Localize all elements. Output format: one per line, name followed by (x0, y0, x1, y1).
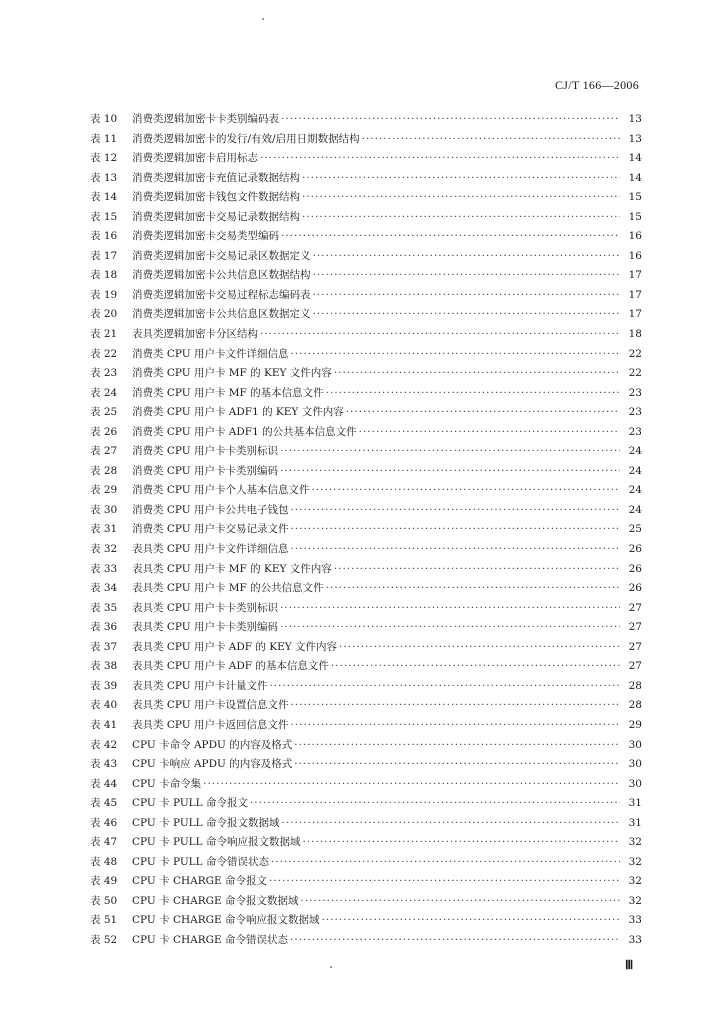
scan-speck (330, 966, 332, 968)
table-title: 消费类 CPU 用户卡文件详细信息 (132, 347, 289, 360)
dot-leader (280, 462, 620, 482)
toc-entry (90, 599, 642, 619)
page-ref: 27 (628, 640, 642, 653)
dot-leader (280, 442, 620, 462)
table-number: 表 34 (90, 582, 118, 595)
page-ref: 30 (628, 758, 642, 771)
page-ref: 15 (628, 210, 642, 223)
dot-leader (269, 677, 620, 697)
table-title: 消费类 CPU 用户卡 MF 的 KEY 文件内容 (132, 367, 332, 380)
table-number: 表 18 (90, 269, 118, 282)
page-ref: 28 (628, 679, 642, 692)
dot-leader (290, 696, 620, 716)
table-number: 表 10 (90, 113, 118, 125)
table-title: 消费类逻辑加密卡交易记录数据结构 (132, 210, 300, 223)
table-number: 表 20 (90, 308, 118, 321)
page-ref: 24 (628, 464, 642, 477)
table-title: 消费类 CPU 用户卡个人基本信息文件 (132, 484, 310, 497)
table-number: 表 27 (90, 445, 118, 458)
table-title: 表具类 CPU 用户卡计量文件 (132, 679, 268, 692)
page-ref: 28 (628, 699, 642, 712)
table-number: 表 49 (90, 875, 118, 888)
page-ref: 30 (628, 777, 642, 790)
page-ref: 24 (628, 445, 642, 458)
table-title: 消费类逻辑加密卡交易类型编码 (132, 230, 279, 243)
table-number: 表 23 (90, 367, 118, 380)
table-title: 表具类 CPU 用户卡文件详细信息 (132, 543, 289, 556)
table-number: 表 17 (90, 249, 118, 262)
table-number: 表 11 (90, 132, 118, 145)
table-title: 消费类逻辑加密卡交易过程标志编码表 (132, 288, 311, 301)
toc-entry (90, 149, 642, 169)
table-title: CPU 卡命令集 (132, 777, 202, 790)
dot-leader (269, 872, 620, 892)
dot-leader (260, 325, 620, 345)
page-ref: 27 (628, 621, 642, 634)
table-number: 表 25 (90, 406, 118, 419)
page-ref: 27 (628, 660, 642, 673)
toc-entry (90, 716, 642, 736)
table-title: 表具类 CPU 用户卡 MF 的公共信息文件 (132, 582, 324, 595)
table-title: CPU 卡 CHARGE 命令报文数据域 (132, 894, 299, 907)
table-number: 表 15 (90, 210, 118, 223)
standard-code: CJ/T 166—2006 (554, 78, 639, 92)
toc-entry (90, 188, 642, 208)
toc-entry (90, 755, 642, 775)
table-title: 消费类逻辑加密卡交易记录区数据定义 (132, 249, 311, 262)
table-title: CPU 卡 PULL 命令报文 (132, 797, 248, 810)
page-ref: 17 (628, 288, 642, 301)
page-ref: 13 (628, 113, 642, 125)
table-title: 消费类逻辑加密卡卡类别编码表 (132, 113, 279, 125)
page-ref: 17 (628, 269, 642, 282)
page-ref: 31 (628, 797, 642, 810)
dot-leader (281, 814, 620, 834)
table-title: 消费类逻辑加密卡公共信息区数据结构 (132, 269, 311, 282)
toc-entry (90, 579, 642, 599)
toc-entry (90, 325, 642, 345)
table-number: 表 32 (90, 543, 118, 556)
table-title: 消费类 CPU 用户卡交易记录文件 (132, 523, 289, 536)
toc-entry (90, 247, 642, 267)
dot-leader (334, 560, 620, 580)
page-ref: 33 (628, 914, 642, 927)
page-ref: 23 (628, 386, 642, 399)
table-number: 表 46 (90, 816, 118, 829)
dot-leader (313, 266, 621, 286)
page-ref: 32 (628, 836, 642, 849)
dot-leader (302, 833, 620, 853)
table-number: 表 47 (90, 836, 118, 849)
toc-entry (90, 677, 642, 697)
dot-leader (313, 247, 621, 267)
page-ref: 22 (628, 347, 642, 360)
table-number: 表 50 (90, 894, 118, 907)
dot-leader (290, 520, 620, 540)
table-of-contents (90, 110, 642, 951)
table-number: 表 24 (90, 386, 118, 399)
dot-leader (290, 501, 620, 521)
scan-speck (262, 18, 264, 20)
page-ref: 22 (628, 367, 642, 380)
table-title: 表具类 CPU 用户卡卡类别编码 (132, 621, 278, 634)
table-number: 表 44 (90, 777, 118, 790)
dot-leader (359, 423, 620, 443)
toc-entry (90, 853, 642, 873)
table-number: 表 16 (90, 230, 118, 243)
toc-entry (90, 833, 642, 853)
toc-entry (90, 384, 642, 404)
table-title: 表具类 CPU 用户卡 ADF 的 KEY 文件内容 (132, 640, 338, 653)
page-ref: 30 (628, 738, 642, 751)
dot-leader (290, 345, 620, 365)
page-ref: 18 (628, 328, 642, 341)
page-ref: 29 (628, 718, 642, 731)
table-number: 表 43 (90, 758, 118, 771)
toc-entry (90, 110, 642, 130)
toc-entry (90, 911, 642, 931)
page-ref: 15 (628, 191, 642, 204)
page-number: Ⅲ (625, 958, 634, 972)
toc-entry (90, 462, 642, 482)
dot-leader (331, 657, 620, 677)
table-number: 表 37 (90, 640, 118, 653)
dot-leader (280, 618, 620, 638)
toc-entry (90, 481, 642, 501)
toc-entry (90, 345, 642, 365)
dot-leader (290, 540, 620, 560)
dot-leader (301, 892, 620, 912)
dot-leader (294, 755, 620, 775)
toc-entry (90, 638, 642, 658)
dot-leader (271, 853, 620, 873)
table-title: 表具类 CPU 用户卡卡类别标识 (132, 601, 278, 614)
table-title: 表具类 CPU 用户卡 ADF 的基本信息文件 (132, 660, 329, 673)
table-title: 消费类逻辑加密卡充值记录数据结构 (132, 171, 300, 184)
page-ref: 14 (628, 171, 642, 184)
table-title: CPU 卡 CHARGE 命令错误状态 (132, 933, 289, 946)
dot-leader (322, 911, 620, 931)
table-title: 表具类 CPU 用户卡返回信息文件 (132, 718, 289, 731)
table-title: 消费类 CPU 用户卡 ADF1 的公共基本信息文件 (132, 425, 357, 438)
page-ref: 31 (628, 816, 642, 829)
table-number: 表 26 (90, 425, 118, 438)
toc-entry (90, 560, 642, 580)
toc-entry (90, 130, 642, 150)
table-number: 表 19 (90, 288, 118, 301)
page-ref: 26 (628, 543, 642, 556)
page-ref: 17 (628, 308, 642, 321)
table-number: 表 41 (90, 718, 118, 731)
table-title: 表具类 CPU 用户卡设置信息文件 (132, 699, 289, 712)
table-title: 消费类逻辑加密卡的发行/有效/启用日期数据结构 (132, 132, 360, 145)
dot-leader (281, 227, 620, 247)
toc-entry (90, 696, 642, 716)
toc-entry (90, 266, 642, 286)
toc-entry (90, 227, 642, 247)
table-number: 表 21 (90, 328, 118, 341)
table-title: CPU 卡 CHARGE 命令报文 (132, 875, 268, 888)
page-ref: 26 (628, 562, 642, 575)
dot-leader (302, 208, 620, 228)
page-ref: 33 (628, 933, 642, 946)
table-number: 表 28 (90, 464, 118, 477)
page-ref: 27 (628, 601, 642, 614)
toc-entry (90, 208, 642, 228)
table-title: 消费类逻辑加密卡启用标志 (132, 152, 258, 165)
table-number: 表 30 (90, 503, 118, 516)
page-ref: 16 (628, 249, 642, 262)
page-ref: 25 (628, 523, 642, 536)
page-ref: 23 (628, 406, 642, 419)
table-title: 消费类逻辑加密卡钱包文件数据结构 (132, 191, 300, 204)
page-ref: 26 (628, 582, 642, 595)
table-number: 表 13 (90, 171, 118, 184)
table-title: CPU 卡 PULL 命令报文数据域 (132, 816, 280, 829)
dot-leader (203, 775, 620, 795)
toc-entry (90, 814, 642, 834)
table-title: 表具类 CPU 用户卡 MF 的 KEY 文件内容 (132, 562, 332, 575)
page-ref: 32 (628, 855, 642, 868)
toc-entry (90, 305, 642, 325)
table-number: 表 39 (90, 679, 118, 692)
page-ref: 16 (628, 230, 642, 243)
toc-entry (90, 501, 642, 521)
dot-leader (313, 286, 621, 306)
toc-entry (90, 540, 642, 560)
dot-leader (326, 579, 620, 599)
page-ref: 32 (628, 894, 642, 907)
dot-leader (260, 149, 620, 169)
table-number: 表 51 (90, 914, 118, 927)
toc-entry (90, 364, 642, 384)
dot-leader (326, 384, 620, 404)
dot-leader (346, 403, 620, 423)
table-number: 表 48 (90, 855, 118, 868)
page-ref: 13 (628, 132, 642, 145)
toc-entry (90, 736, 642, 756)
dot-leader (280, 599, 620, 619)
dot-leader (313, 305, 621, 325)
table-title: 消费类 CPU 用户卡 MF 的基本信息文件 (132, 386, 324, 399)
toc-entry (90, 442, 642, 462)
table-title: 表具类逻辑加密卡分区结构 (132, 328, 258, 341)
table-number: 表 35 (90, 601, 118, 614)
dot-leader (334, 364, 620, 384)
table-number: 表 14 (90, 191, 118, 204)
table-number: 表 42 (90, 738, 118, 751)
toc-entry (90, 169, 642, 189)
toc-entry (90, 775, 642, 795)
dot-leader (290, 716, 620, 736)
toc-entry (90, 403, 642, 423)
dot-leader (311, 481, 620, 501)
table-title: CPU 卡响应 APDU 的内容及格式 (132, 758, 293, 771)
table-number: 表 36 (90, 621, 118, 634)
toc-entry (90, 423, 642, 443)
dot-leader (339, 638, 620, 658)
toc-entry (90, 618, 642, 638)
dot-leader (362, 130, 620, 150)
dot-leader (290, 931, 620, 951)
page-ref: 32 (628, 875, 642, 888)
table-title: 消费类 CPU 用户卡公共电子钱包 (132, 503, 289, 516)
toc-entry (90, 931, 642, 951)
toc-entry (90, 286, 642, 306)
toc-entry (90, 872, 642, 892)
table-number: 表 31 (90, 523, 118, 536)
table-title: CPU 卡 PULL 命令响应报文数据域 (132, 836, 301, 849)
table-number: 表 45 (90, 797, 118, 810)
table-number: 表 29 (90, 484, 118, 497)
table-title: CPU 卡 CHARGE 命令响应报文数据域 (132, 914, 320, 927)
table-title: 消费类逻辑加密卡公共信息区数据定义 (132, 308, 311, 321)
table-number: 表 22 (90, 347, 118, 360)
dot-leader (294, 736, 620, 756)
table-title: CPU 卡命令 APDU 的内容及格式 (132, 738, 293, 751)
table-number: 表 38 (90, 660, 118, 673)
toc-entry (90, 794, 642, 814)
toc-entry (90, 520, 642, 540)
page-ref: 23 (628, 425, 642, 438)
page-ref: 24 (628, 503, 642, 516)
page-ref: 14 (628, 152, 642, 165)
table-number: 表 40 (90, 699, 118, 712)
dot-leader (302, 188, 620, 208)
table-title: CPU 卡 PULL 命令错误状态 (132, 855, 269, 868)
table-title: 消费类 CPU 用户卡卡类别标识 (132, 445, 278, 458)
dot-leader (250, 794, 620, 814)
table-number: 表 33 (90, 562, 118, 575)
page-ref: 24 (628, 484, 642, 497)
table-title: 消费类 CPU 用户卡 ADF1 的 KEY 文件内容 (132, 406, 344, 419)
table-number: 表 52 (90, 933, 118, 946)
toc-entry (90, 892, 642, 912)
dot-leader (302, 169, 620, 189)
dot-leader (281, 110, 620, 130)
table-number: 表 12 (90, 152, 118, 165)
table-title: 消费类 CPU 用户卡卡类别编码 (132, 464, 278, 477)
toc-entry (90, 657, 642, 677)
